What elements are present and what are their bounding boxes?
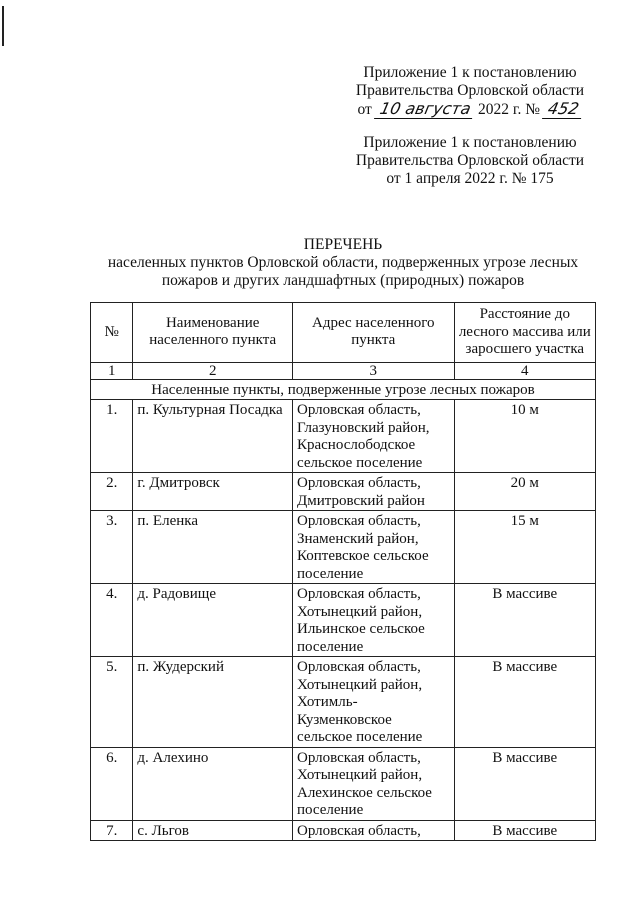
- section-title: Населенные пункты, подверженные угрозе лесных пожаров: [91, 379, 596, 400]
- section-row: [91, 379, 596, 400]
- row-distance: 10 м: [454, 400, 595, 473]
- appendix-line: Правительства Орловской области: [355, 82, 585, 99]
- column-number: 1: [91, 362, 133, 379]
- appendix-line: Правительства Орловской области: [355, 152, 585, 169]
- row-num: 6.: [91, 747, 133, 820]
- row-num: 4.: [91, 584, 133, 657]
- row-name: п. Еленка: [133, 511, 293, 584]
- row-distance: В массиве: [454, 747, 595, 820]
- row-name: п. Жудерский: [133, 657, 293, 748]
- header-address: Адрес населенного пункта: [292, 303, 454, 363]
- row-name: г. Дмитровск: [133, 473, 293, 511]
- row-num: 7.: [91, 820, 133, 841]
- row-name: п. Культурная Посадка: [133, 400, 293, 473]
- from-word: от: [357, 101, 372, 118]
- handwritten-date: 10 августа: [374, 100, 477, 119]
- header-name: Наименование населенного пункта: [133, 303, 293, 363]
- row-address: Орловская область, Знаменский район, Коптевское сельское поселение: [292, 511, 454, 584]
- title-line: пожаров и других ландшафтных (природных) пожаров: [161, 272, 525, 289]
- row-address: Орловская область, Хотынецкий район, Хотимль-Кузменковское сельское поселение: [292, 657, 454, 748]
- appendix-current: [352, 64, 588, 119]
- header-num: №: [91, 303, 133, 363]
- row-distance: В массиве: [454, 820, 595, 841]
- table-row: [91, 511, 596, 584]
- page-edge-mark: [2, 6, 4, 46]
- appendix-line: от 1 апреля 2022 г. № 175: [386, 170, 554, 187]
- row-num: 1.: [91, 400, 133, 473]
- column-number: 2: [133, 362, 293, 379]
- title-heading: ПЕРЕЧЕНЬ: [303, 236, 383, 253]
- row-address: Орловская область,: [292, 820, 454, 841]
- table-row: [91, 400, 596, 473]
- appendix-date-line: [352, 100, 588, 119]
- column-number: 4: [454, 362, 595, 379]
- row-distance: 20 м: [454, 473, 595, 511]
- year-text: 2022 г. №: [478, 101, 541, 118]
- row-distance: В массиве: [454, 584, 595, 657]
- row-num: 2.: [91, 473, 133, 511]
- table-row: [91, 473, 596, 511]
- row-name: д. Алехино: [133, 747, 293, 820]
- row-address: Орловская область, Хотынецкий район, Алехинское сельское поселение: [292, 747, 454, 820]
- row-distance: В массиве: [454, 657, 595, 748]
- appendix-line: Приложение 1 к постановлению: [363, 64, 577, 81]
- row-address: Орловская область, Хотынецкий район, Ильинское сельское поселение: [292, 584, 454, 657]
- row-address: Орловская область, Дмитровский район: [292, 473, 454, 511]
- column-number-row: [91, 362, 596, 379]
- handwritten-number: 452: [542, 100, 585, 119]
- row-address: Орловская область, Глазуновский район, Краснослободское сельское поселение: [292, 400, 454, 473]
- table-row: [91, 747, 596, 820]
- row-name: с. Льгов: [133, 820, 293, 841]
- row-num: 3.: [91, 511, 133, 584]
- row-num: 5.: [91, 657, 133, 748]
- table-row: [91, 820, 596, 841]
- header-distance: Расстояние до лесного массива или заросшего участка: [454, 303, 595, 363]
- settlements-table: [90, 302, 596, 841]
- row-distance: 15 м: [454, 511, 595, 584]
- row-name: д. Радовище: [133, 584, 293, 657]
- table-row: [91, 657, 596, 748]
- appendix-line: Приложение 1 к постановлению: [363, 134, 577, 151]
- column-number: 3: [292, 362, 454, 379]
- title-line: населенных пунктов Орловской области, подверженных угрозе лесных: [107, 254, 579, 271]
- appendix-previous: [352, 134, 588, 188]
- table-header-row: [91, 303, 596, 363]
- table-row: [91, 584, 596, 657]
- document-title: [90, 236, 596, 290]
